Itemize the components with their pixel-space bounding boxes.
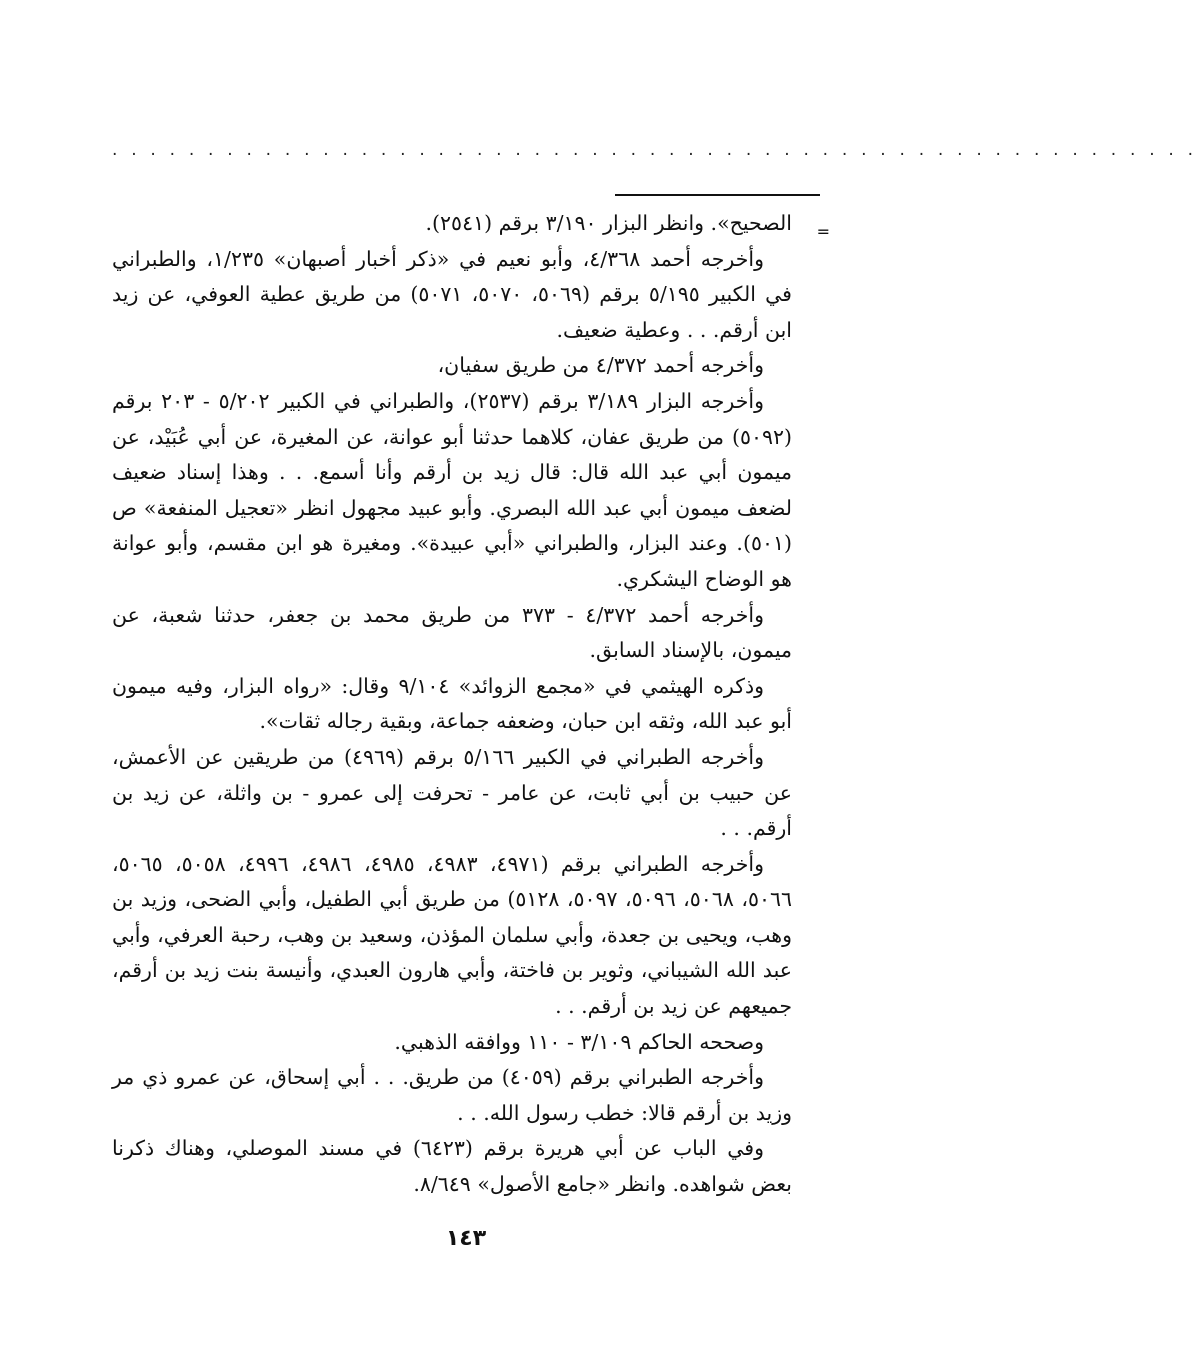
footnote-paragraph: وأخرجه الطبراني برقم (٤٩٧١، ٤٩٨٣، ٤٩٨٥، ٤٩٨٦، ٤٩٩٦، ٥٠٥٨، ٥٠٦٥، ٥٠٦٦، ٥٠٦٨، ٥٠٩٦، ٥٠٩٧، ٥١٢٨) من طريق أبي الطفيل، وأبي الضحى، وزيد بن وهب، ويحيى بن جعدة، وأبي سلمان المؤذن، وسعيد بن وهب، رحبة العرفي، وأبي عبد الله الشيباني، وثوير بن فاختة، وأبي هارون العبدي، وأنيسة بنت زيد بن أرقم، جميعهم عن زيد بن أرقم. . .	[112, 851, 792, 1019]
footnote-paragraph: وأخرجه أحمد ٤/٣٧٢ من طريق سفيان،	[437, 353, 764, 378]
footnote-rule	[615, 194, 820, 196]
separator-dots: . . . . . . . . . . . . . . . . . . . . . . . . . . . . . . . . . . . . . . . . . . . . . . . . . . . . . . . . .	[112, 140, 1197, 160]
footnote-paragraph: الصحيح». وانظر البزار ٣/١٩٠ برقم (٢٥٤١).	[425, 211, 792, 235]
footnote-paragraph: وأخرجه البزار ٣/١٨٩ برقم (٢٥٣٧)، والطبراني في الكبير ٥/٢٠٢ - ٢٠٣ برقم (٥٠٩٢) من طريق عفان، كلاهما حدثنا أبو عوانة، عن المغيرة، عن أبي عُبَيْد، عن ميمون أبي عبد الله قال: قال زيد بن أرقم وأنا أسمع. . . وهذا إسناد ضعيف لضعف ميمون أبي عبد الله البصري. وأبو عبيد مجهول انظر «تعجيل المنفعة» ص (٥٠١). وعند البزار، والطبراني «أبي عبيدة». ومغيرة هو ابن مقسم، وأبو عوانة هو الوضاح اليشكري.	[112, 388, 792, 591]
footnotes	[112, 206, 792, 1203]
footnote-paragraph: وأخرجه أحمد ٤/٣٦٨، وأبو نعيم في «ذكر أخبار أصبهان» ١/٢٣٥، والطبراني في الكبير ٥/١٩٥ برقم (٥٠٦٩، ٥٠٧٠، ٥٠٧١) من طريق عطية العوفي، عن زيد ابن أرقم. . . وعطية ضعيف.	[112, 246, 792, 342]
footnote-paragraph: وفي الباب عن أبي هريرة برقم (٦٤٢٣) في مسند الموصلي، وهناك ذكرنا بعض شواهده. وانظر «جامع الأصول» ٨/٦٤٩.	[112, 1136, 792, 1197]
footnote-paragraph: وأخرجه الطبراني في الكبير ٥/١٦٦ برقم (٤٩٦٩) من طريقين عن الأعمش، عن حبيب بن أبي ثابت، عن عامر - تحرفت إلى عمرو - بن واثلة، عن زيد بن أرقم. . .	[112, 744, 792, 841]
footnote-paragraph: وأخرجه الطبراني برقم (٤٠٥٩) من طريق. . . أبي إسحاق، عن عمرو ذي مر وزيد بن أرقم قالا: خطب رسول الله. . .	[112, 1065, 792, 1125]
footnote-paragraph: وذكره الهيثمي في «مجمع الزوائد» ٩/١٠٤ وقال: «رواه البزار، وفيه ميمون أبو عبد الله، وثقه ابن حبان، وضعفه جماعة، وبقية رجاله ثقات».	[112, 673, 792, 734]
footnote-paragraph: وصححه الحاكم ٣/١٠٩ - ١١٠ ووافقه الذهبي.	[394, 1029, 764, 1054]
footnote-paragraph: وأخرجه أحمد ٤/٣٧٢ - ٣٧٣ من طريق محمد بن جعفر، حدثنا شعبة، عن ميمون، بالإسناد السابق.	[112, 602, 792, 663]
page-number: ١٤٣	[445, 1226, 487, 1251]
continuation-mark: =	[816, 222, 830, 241]
